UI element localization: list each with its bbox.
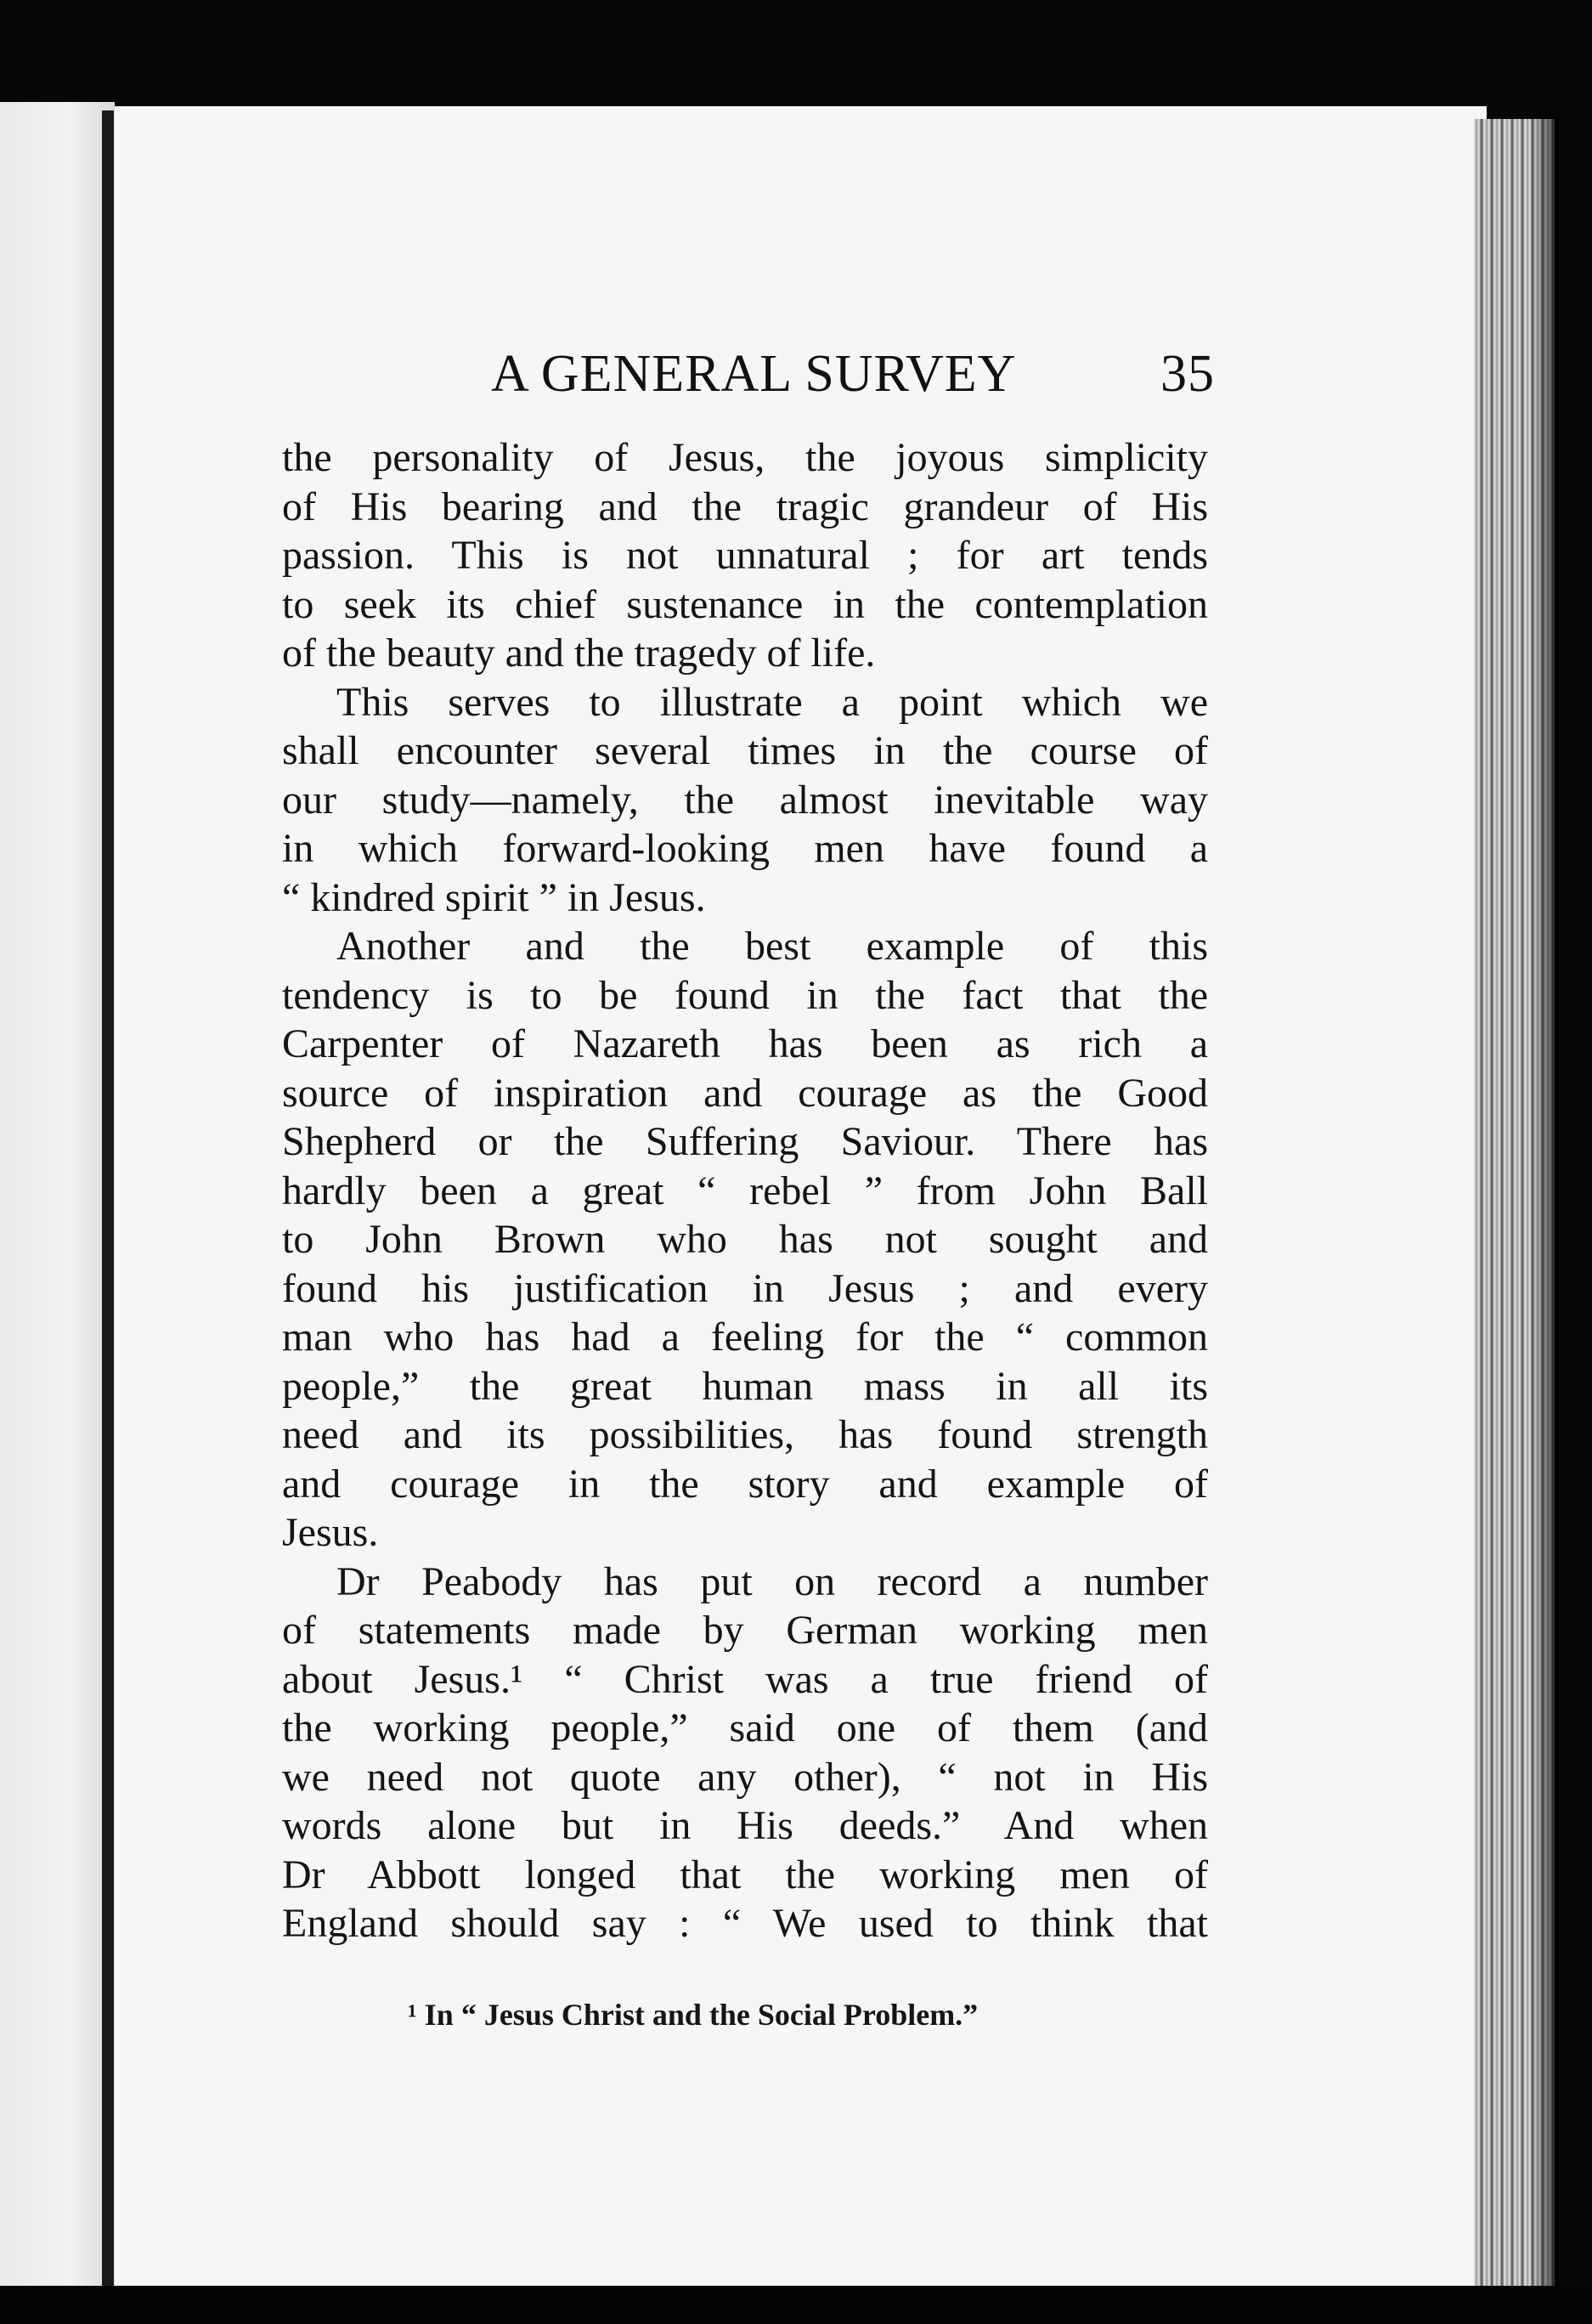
text-line: and courage in the story and example of [282,1461,1208,1507]
text-line: about Jesus.¹ “ Christ was a true friend of [282,1656,1208,1702]
body-text [282,433,1208,1948]
text-line: passion. This is not unnatural ; for art tends [282,533,1208,578]
text-line: found his justification in Jesus ; and every [282,1265,1208,1311]
text-line: we need not quote any other), “ not in His [282,1754,1208,1800]
text-line: people,” the great human mass in all its [282,1363,1208,1409]
text-line: tendency is to be found in the fact that the [282,972,1208,1018]
text-line: our study—namely, the almost inevitable way [282,777,1208,823]
text-line: This serves to illustrate a point which we [336,679,1208,725]
text-line: of statements made by German working men [282,1608,1208,1653]
text-line: the personality of Jesus, the joyous simplicity [282,435,1208,480]
text-line: England should say : “ We used to think that [282,1901,1208,1946]
text-line: Jesus. [282,1510,379,1555]
text-line: Dr Abbott longed that the working men of [282,1852,1208,1897]
text-line: Dr Peabody has put on record a number [336,1558,1208,1604]
text-line: shall encounter several times in the course of [282,728,1208,773]
book-spine-line [102,110,114,2286]
text-line: words alone but in His deeds.” And when [282,1803,1208,1848]
text-line: to John Brown who has not sought and [282,1217,1208,1262]
text-line: source of inspiration and courage as the Good [282,1070,1208,1116]
footnote: ¹ In “ Jesus Christ and the Social Problem.” [408,1998,979,2032]
text-line: the working people,” said one of them (and [282,1705,1208,1750]
running-head [289,344,1215,416]
text-line: of the beauty and the tragedy of life. [282,630,876,676]
text-line: Another and the best example of this [336,924,1208,969]
text-line: in which forward-looking men have found a [282,826,1208,871]
text-line: hardly been a great “ rebel ” from John Ball [282,1168,1208,1213]
text-line: Shepherd or the Suffering Saviour. There has [282,1119,1208,1164]
page-number: 35 [1160,345,1215,403]
text-line: need and its possibilities, has found strength [282,1412,1208,1457]
text-line: man who has had a feeling for the “ common [282,1315,1208,1360]
text-line: Carpenter of Nazareth has been as rich a [282,1021,1208,1066]
text-line: “ kindred spirit ” in Jesus. [282,874,706,920]
running-head-title: A GENERAL SURVEY [491,345,1017,403]
page-edge-shadow [1529,119,1559,2294]
scan-bottom-border [0,2286,1592,2324]
text-line: of His bearing and the tragic grandeur of His [282,483,1208,529]
facing-page-edge [0,102,115,2311]
text-line: to seek its chief sustenance in the contemplation [282,581,1208,627]
